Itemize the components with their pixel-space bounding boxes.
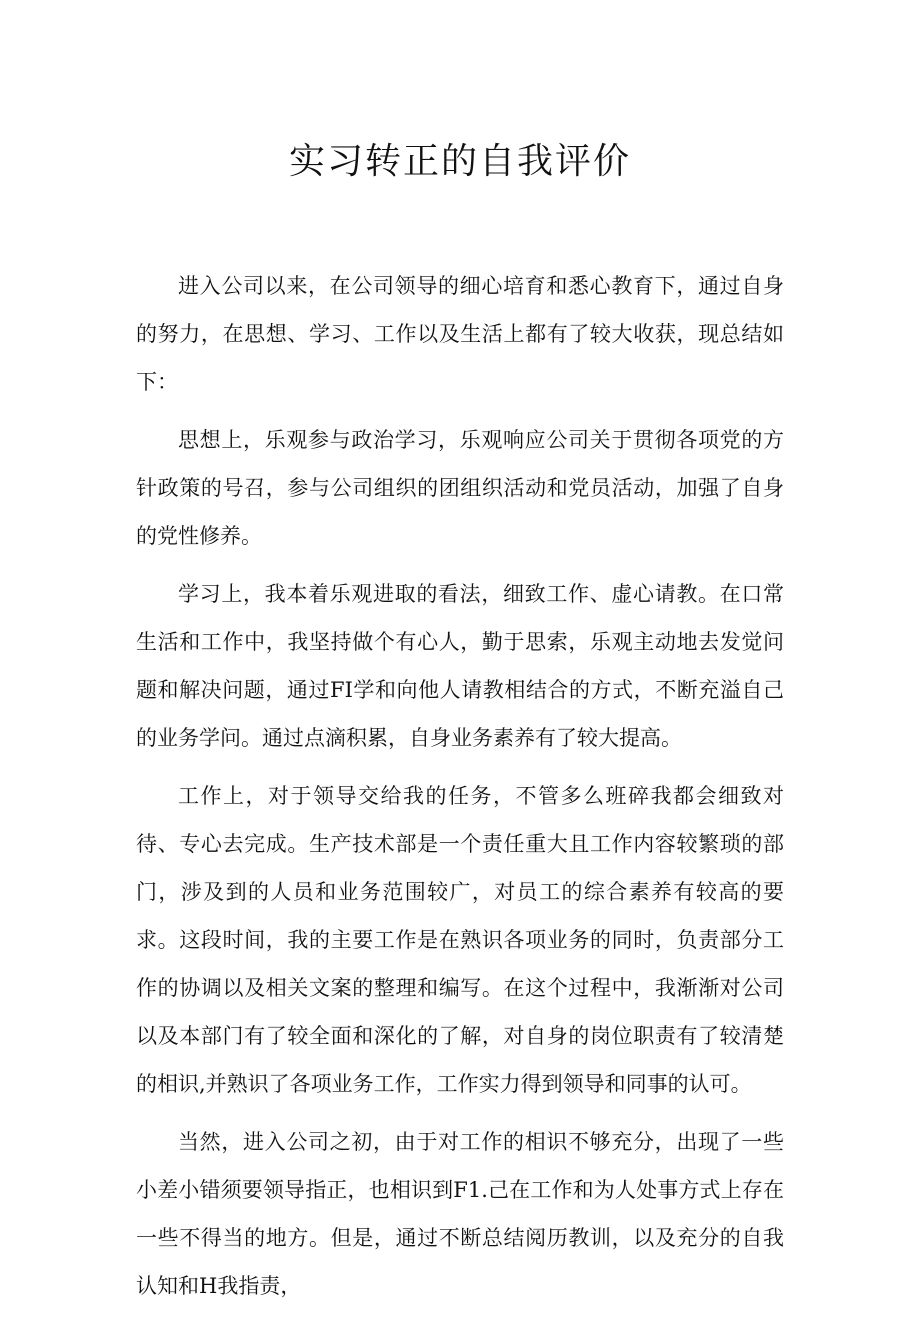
paragraph-intro: 进入公司以来，在公司领导的细心培育和悉心教育下，通过自身的努力，在思想、学习、工作以及生活上都有了较大收获，现总结如下： bbox=[136, 274, 784, 394]
document-title: 实习转正的自我评价 bbox=[288, 141, 631, 182]
paragraph-work: 工作上，对于领导交给我的任务，不管多么班碎我都会细致对待、专心去完成。生产技术部是一个责任重大且工作内容较繁琐的部门，涉及到的人员和业务范围较广，对员工的综合素养有较高的要求。这段时间，我的主要工作是在熟识各项业务的同时，负责部分工作的协调以及相关文案的整理和编写。在这个过程中，我渐渐对公司以及本部门有了较全面和深化的了解，对自身的岗位职责有了较清楚的相识,并熟识了各项业务工作，工作实力得到领导和同事的认可。 bbox=[136, 784, 784, 1096]
paragraph-study: 学习上，我本着乐观进取的看法，细致工作、虚心请教。在口常生活和工作中，我坚持做个有心人，勤于思索，乐观主动地去发觉问题和解决问题，通过FI学和向他人请教相结合的方式，不断充溢自己的业务学问。通过点滴积累，自身业务素养有了较大提高。 bbox=[136, 582, 784, 750]
paragraph-thought: 思想上，乐观参与政治学习，乐观响应公司关于贯彻各项党的方针政策的号召，参与公司组织的团组织活动和党员活动，加强了自身的党性修养。 bbox=[136, 428, 784, 548]
document-body bbox=[136, 262, 784, 1320]
paragraph-shortcomings: 当然，进入公司之初，由于对工作的相识不够充分，出现了一些小差小错须要领导指正，也相识到F1.己在工作和为人处事方式上存在一些不得当的地方。但是，通过不断总结阅历教训，以及充分的自我认知和H我指责， bbox=[136, 1130, 784, 1298]
